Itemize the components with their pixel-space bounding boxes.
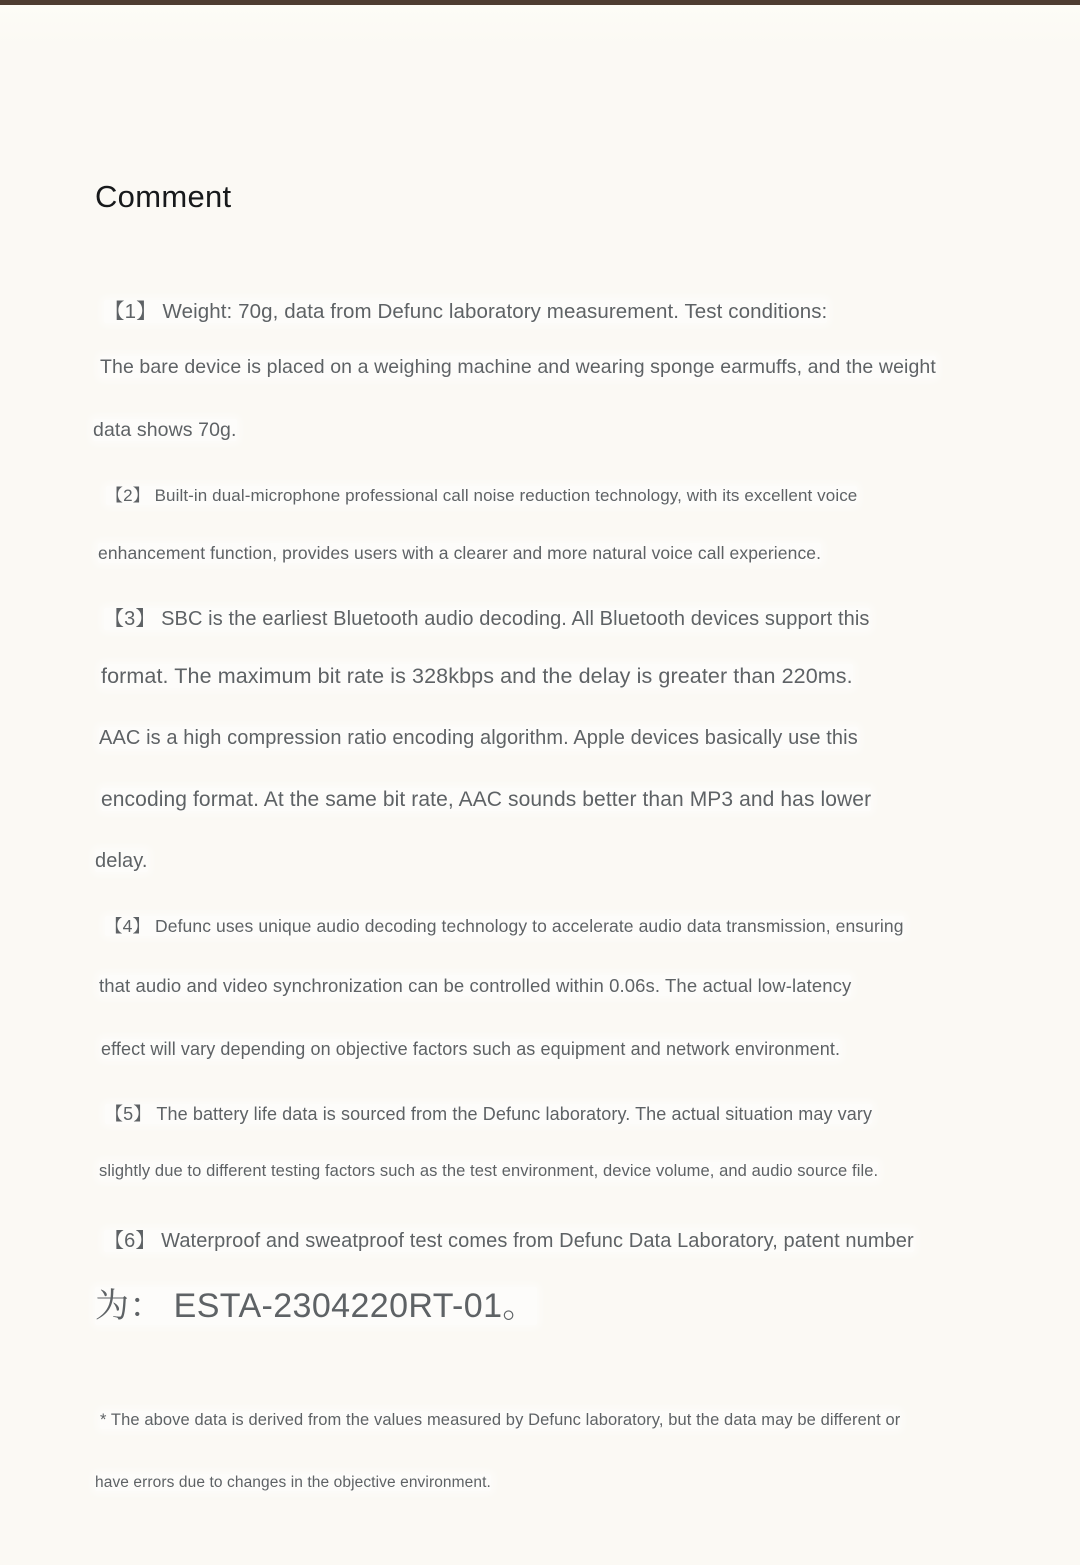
note-1-line-1: 【1】 Weight: 70g, data from Defunc laboratory measurement. Test conditions: xyxy=(104,300,828,323)
footnote-line-1: * The above data is derived from the values measured by Defunc laboratory, but the data may be different or xyxy=(100,1411,901,1429)
top-background-tint xyxy=(0,5,1080,45)
note-3-line-3: AAC is a high compression ratio encoding algorithm. Apple devices basically use this xyxy=(99,727,858,749)
note-5-line-1: 【5】 The battery life data is sourced from the Defunc laboratory. The actual situation may vary xyxy=(105,1104,873,1124)
note-5-line-2: slightly due to different testing factors such as the test environment, device volume, and audio source file. xyxy=(99,1162,879,1180)
note-3-line-1: 【3】 SBC is the earliest Bluetooth audio decoding. All Bluetooth devices support this xyxy=(104,608,870,630)
note-1-line-3: data shows 70g. xyxy=(93,419,237,441)
page-title: Comment xyxy=(95,178,232,214)
note-2-line-2: enhancement function, provides users with a clearer and more natural voice call experience. xyxy=(98,543,822,563)
note-4-line-2: that audio and video synchronization can be controlled within 0.06s. The actual low-latency xyxy=(99,975,852,996)
note-1-line-2: The bare device is placed on a weighing machine and wearing sponge earmuffs, and the weight xyxy=(100,356,936,378)
note-6-line-1: 【6】 Waterproof and sweatproof test comes from Defunc Data Laboratory, patent number xyxy=(104,1230,914,1252)
note-3-line-4: encoding format. At the same bit rate, AAC sounds better than MP3 and has lower xyxy=(101,788,872,811)
note-2-line-1: 【2】 Built-in dual-microphone professional call noise reduction technology, with its excellent voice xyxy=(106,486,858,505)
note-6-patent-number: 为： ESTA-2304220RT-01。 xyxy=(95,1287,537,1325)
note-3-line-2: format. The maximum bit rate is 328kbps and the delay is greater than 220ms. xyxy=(101,664,853,688)
note-4-line-3: effect will vary depending on objective factors such as equipment and network environment. xyxy=(101,1039,841,1059)
footnote-line-2: have errors due to changes in the objective environment. xyxy=(95,1474,491,1491)
note-3-line-5: delay. xyxy=(95,850,148,872)
note-4-line-1: 【4】 Defunc uses unique audio decoding technology to accelerate audio data transmission, ensuring xyxy=(105,916,904,936)
